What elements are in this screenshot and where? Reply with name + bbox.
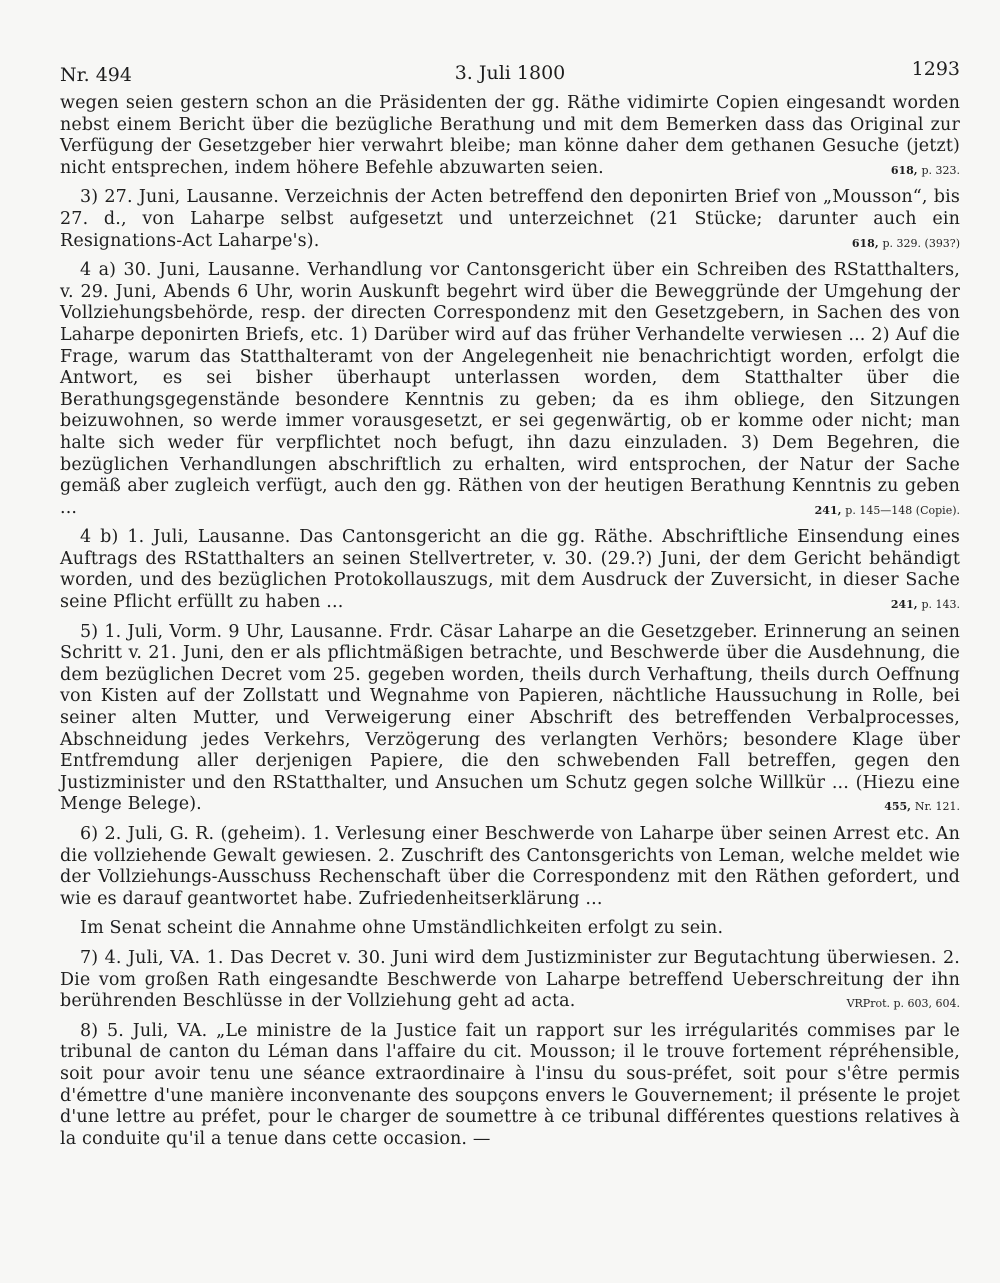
paragraph-text: 3) 27. Juni, Lausanne. Verzeichnis der Acten betreffend den deponirten Brief von „Mousson“, bis 27. d., von Laharpe selbst aufgesetzt und unterzeichnet (21 Stücke; darunter auch ein Resignations-Act Laharpe's). [60,187,960,251]
source-reference: 618, p. 329. (393?) [851,236,960,250]
document-body [60,93,960,1158]
paragraph-entry-7 [60,948,960,1013]
paragraph-entry-5 [60,622,960,816]
paragraph-senate-note [60,918,960,940]
paragraph-entry-4a [60,260,960,519]
paragraph-entry-6 [60,824,960,910]
source-reference: 618, p. 323. [890,163,960,177]
paragraph-text: 7) 4. Juli, VA. 1. Das Decret v. 30. Juni wird dem Justizminister zur Begutachtung überwiesen. 2. Die vom großen Rath eingesandte Beschwerde von Laharpe betreffend Ueberschreitung der ihn berührenden Beschlüsse in der Vollziehung geht ad acta. [60,947,960,1012]
source-reference: 241, p. 145—148 (Copie). [814,503,960,517]
page-header [60,58,960,88]
paragraph-entry-3 [60,187,960,252]
paragraph-continuation [60,93,960,179]
paragraph-entry-4b [60,527,960,613]
paragraph-text: 5) 1. Juli, Vorm. 9 Uhr, Lausanne. Frdr. Cäsar Laharpe an die Gesetzgeber. Erinnerung an seinen Schritt v. 21. Juni, den er als pflichtmäßigen betrachte, und Beschwerde über die Ausdehnung, die dem bezüglichen Decret vom 25. gegeben worden, theils durch Verhaftung, theils durch Oeffnung von Kisten auf der Zollstatt und Wegnahme von Papieren, nächtliche Haussuchung in Rolle, bei seiner alten Mutter, und Verweigerung einer Abschrift des betreffenden Verbalprocesses, Abschneidung jedes Verkehrs, Verzögerung des verlangten Verhörs; besondere Klage über Entfremdung aller derjenigen Papiere, die den schwebenden Fall betreffen, gegen den Justizminister und den RStatthalter, und Ansuchen um Schutz gegen solche Willkür ... (Hiezu eine Menge Belege). [60,621,960,815]
source-reference: 455, Nr. 121. [884,800,960,814]
page-number: 1293 [911,58,960,80]
document-date: 3. Juli 1800 [454,62,566,84]
paragraph-text: 4 a) 30. Juni, Lausanne. Verhandlung vor Cantonsgericht über ein Schreiben des RStatthalters, v. 29. Juni, Abends 6 Uhr, worin Auskunft begehrt wird über die Beweggründe der Umgehung der Vollziehungsbehörde, resp. der directen Correspondenz mit den Gesetzgebern, in Sachen des von Laharpe deponirten Briefs, etc. 1) Darüber wird auf das früher Verhandelte verwiesen ... 2) Auf die Frage, warum das Statthalteramt von der Angelegenheit nie benachrichtigt worden, erfolgt die Antwort, es sei bisher überhaupt unterlassen worden, dem Statthalter über die Berathungsgegenstände besondere Kenntnis zu geben; da es ihm obliege, den Sitzungen beizuwohnen, so werde immer vorausgesetzt, er sei gegenwärtig, ob er komme oder nicht; man halte sich weder für verpflichtet noch befugt, ihn dazu einzuladen. 3) Dem Begehren, die bezüglichen Verhandlungen abschriftlich zu erhalten, wird entsprochen, der Natur der Sache gemäß aber zugleich verfügt, auch den gg. Räthen von der heutigen Berathung Kenntnis zu geben ... [60,260,960,518]
paragraph-text: 8) 5. Juli, VA. „Le ministre de la Justice fait un rapport sur les irrégularités commises par le tribunal de canton du Léman dans l'affaire du cit. Mousson; il le trouve fortement répréhensible, soit pour avoir tenu une séance extraordinaire à l'insu du sous-préfet, soit pour s'être permis d'émettre d'une manière inconvenante des soupçons envers le Gouvernement; il présente le projet d'une lettre au préfet, pour le charger de soumettre à ce tribunal différentes questions relatives à la conduite qu'il a tenue dans cette occasion. — [60,1020,960,1149]
source-reference: VRProt. p. 603, 604. [846,997,960,1011]
paragraph-text: 4 b) 1. Juli, Lausanne. Das Cantonsgericht an die gg. Räthe. Abschriftliche Einsendung eines Auftrags des RStatthalters an seinen Stellvertreter, v. 30. (29.?) Juni, der dem Gericht behändigt worden, und des bezüglichen Protokollauszugs, mit dem Ausdruck der Zuversicht, in dieser Sache seine Pflicht erfüllt zu haben ... [60,527,960,613]
paragraph-entry-8 [60,1021,960,1151]
source-reference: 241, p. 143. [890,598,960,612]
paragraph-text: Im Senat scheint die Annahme ohne Umständlichkeiten erfolgt zu sein. [80,918,724,939]
paragraph-text: wegen seien gestern schon an die Präsidenten der gg. Räthe vidimirte Copien eingesandt worden nebst einem Bericht über die bezügliche Berathung und mit dem Bemerken dass das Original zur Verfügung der Gesetzgeber hier verwahrt bleibe; man könne daher dem gethanen Gesuche (jetzt) nicht entsprechen, indem höhere Befehle abzuwarten seien. [60,93,960,178]
paragraph-text: 6) 2. Juli, G. R. (geheim). 1. Verlesung einer Beschwerde von Laharpe über seinen Arrest etc. An die vollziehende Gewalt gewiesen. 2. Zuschrift des Cantonsgerichts von Leman, welche meldet wie der Vollziehungs-Ausschuss Rechenschaft über die Correspondenz mit den Räthen gefordert, und wie es darauf geantwortet habe. Zufriedenheitserklärung ... [60,824,960,909]
document-number: Nr. 494 [60,64,132,86]
